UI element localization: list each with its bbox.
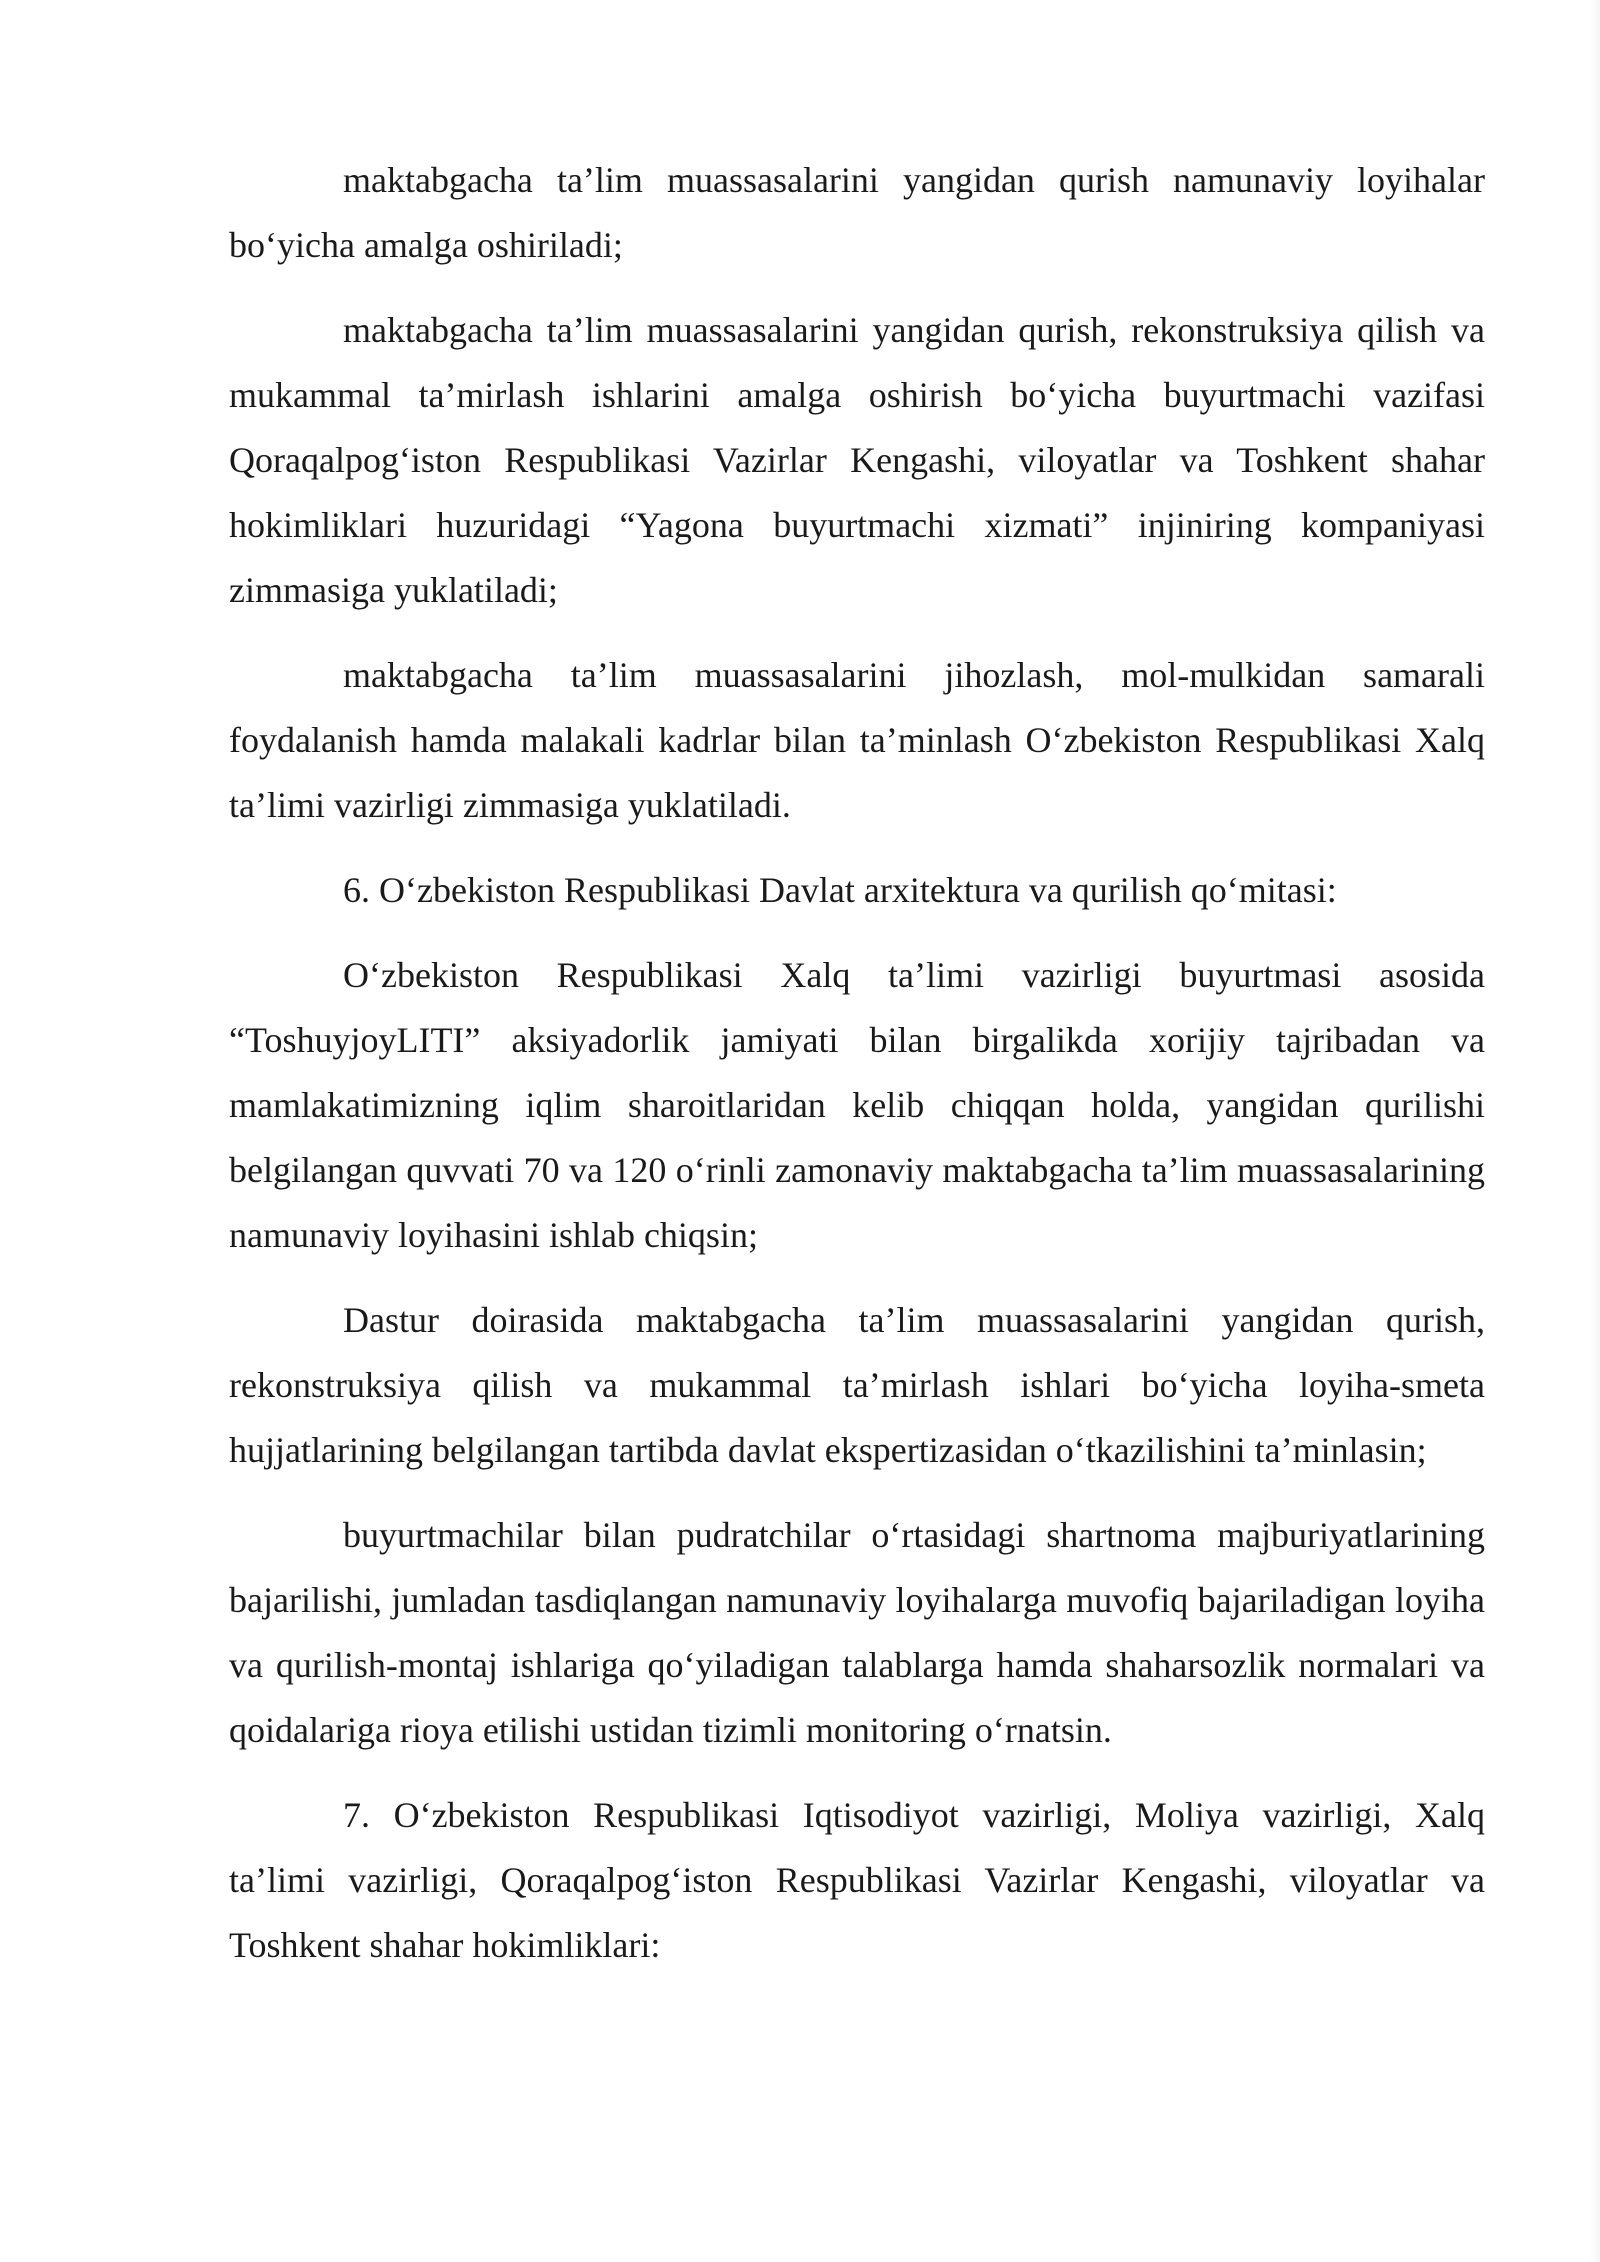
paragraph-construction-projects: maktabgacha ta’lim muassasalarini yangidan qurish namunaviy loyihalar bo‘yicha amalga oshiriladi; <box>229 160 1485 265</box>
document-body <box>229 148 1485 1998</box>
paragraph-state-expertise: Dastur doirasida maktabgacha ta’lim muassasalarini yangidan qurish, rekonstruksiya qilish va mukammal ta’mirlash ishlari bo‘yicha loyiha-smeta hujjatlarining belgilangan tartibda davlat ekspertizasidan o‘tkazilishini ta’minlasin; <box>229 1300 1485 1470</box>
paragraph-standard-design: O‘zbekiston Respublikasi Xalq ta’limi vazirligi buyurtmasi asosida “ToshuyjoyLITI” aksiyadorlik jamiyati bilan birgalikda xorijiy tajribadan va mamlakatimizning iqlim sharoitlaridan kelib chiqqan holda, yangidan qurilishi belgilangan quvvati 70 va 120 o‘rinli zamonaviy maktabgacha ta’lim muassasalarining namunaviy loyihasini ishlab chiqsin; <box>229 955 1485 1255</box>
paragraph-item-7-heading: 7. O‘zbekiston Respublikasi Iqtisodiyot vazirligi, Moliya vazirligi, Xalq ta’limi vazirligi, Qoraqalpog‘iston Respublikasi Vazirlar Kengashi, viloyatlar va Toshkent shahar hokimliklari: <box>229 1795 1485 1965</box>
page-edge-shadow <box>1590 0 1600 2262</box>
paragraph-monitoring: buyurtmachilar bilan pudratchilar o‘rtasidagi shartnoma majburiyatlarining bajarilishi, jumladan tasdiqlangan namunaviy loyihalarga muvofiq bajariladigan loyiha va qurilish-montaj ishlariga qo‘yiladigan talablarga hamda shaharsozlik normalari va qoidalariga rioya etilishi ustidan tizimli monitoring o‘rnatsin. <box>229 1515 1485 1750</box>
paragraph-equipment-staffing: maktabgacha ta’lim muassasalarini jihozlash, mol-mulkidan samarali foydalanish hamda malakali kadrlar bilan ta’minlash O‘zbekiston Respublikasi Xalq ta’limi vazirligi zimmasiga yuklatiladi. <box>229 655 1485 825</box>
paragraph-customer-duties: maktabgacha ta’lim muassasalarini yangidan qurish, rekonstruksiya qilish va mukammal ta’mirlash ishlarini amalga oshirish bo‘yicha buyurtmachi vazifasi Qoraqalpog‘iston Respublikasi Vazirlar Kengashi, viloyatlar va Toshkent shahar hokimliklari huzuridagi “Yagona buyurtmachi xizmati” injiniring kompaniyasi zimmasiga yuklatiladi; <box>229 310 1485 610</box>
paragraph-item-6-heading: 6. O‘zbekiston Respublikasi Davlat arxitektura va qurilish qo‘mitasi: <box>343 870 1337 910</box>
